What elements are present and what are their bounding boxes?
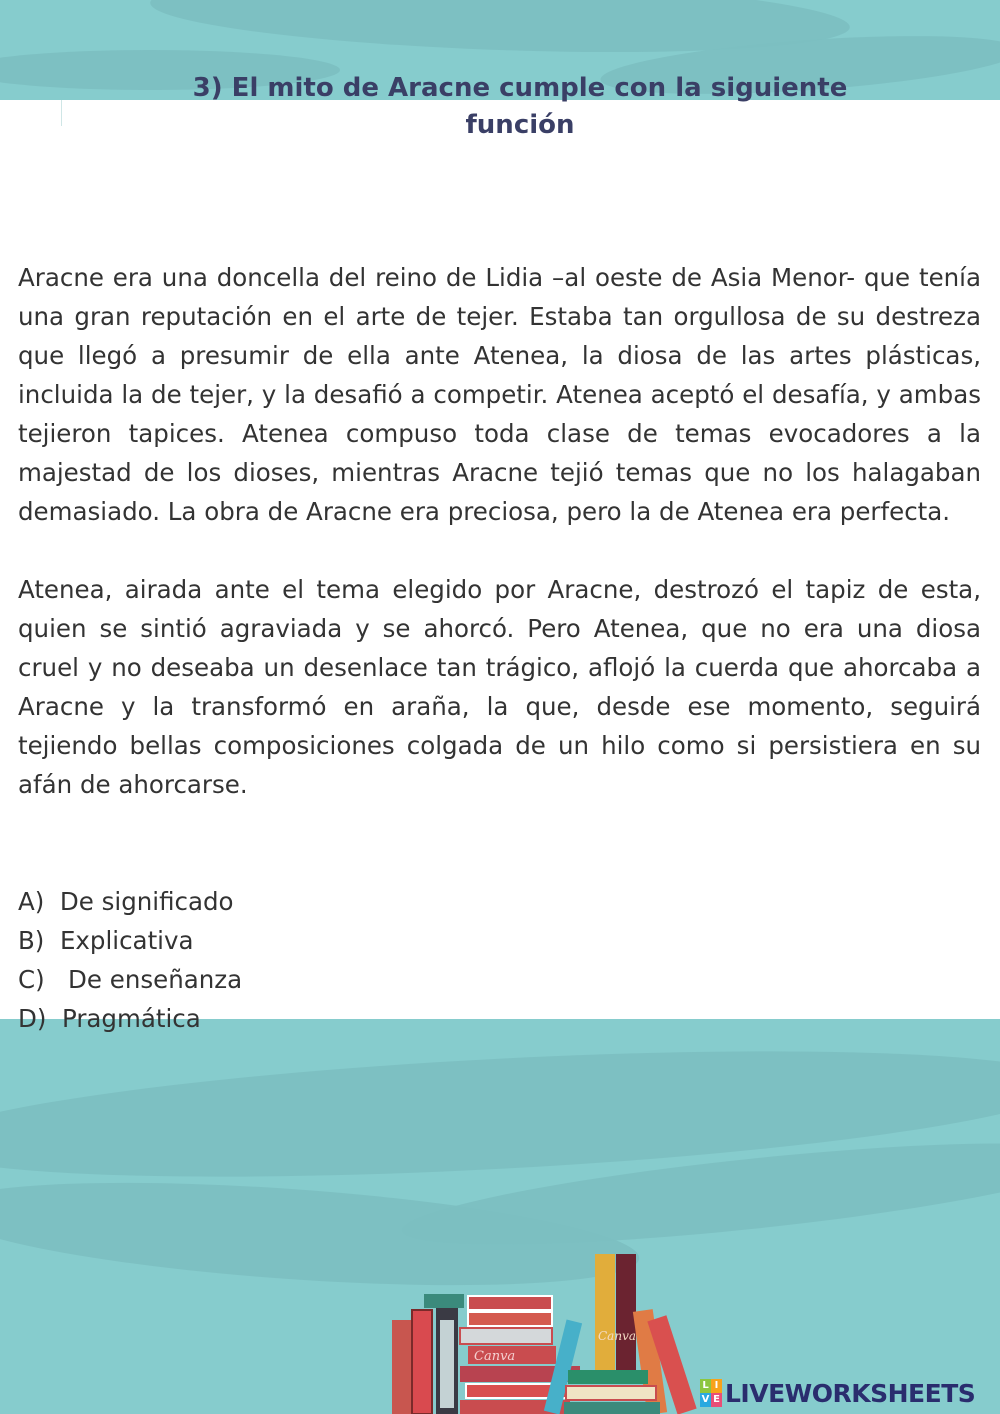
story-paragraph-2: Atenea, airada ante el tema elegido por Aracne, destrozó el tapiz de esta, quien se sintió agraviada y se ahorcó. Pero Atenea, que no era una diosa cruel y no deseaba un desenlace tan trágico, aflojó la cuerda que ahorcaba a Aracne y la transformó en araña, la que, desde ese momento, seguirá tejiendo bellas composiciones colgada de un hilo como si persistiera en su afán de ahorcarse. (18, 575, 981, 799)
answer-options (18, 882, 242, 1038)
option-c[interactable]: C) De enseñanza (18, 965, 243, 994)
book (568, 1370, 648, 1384)
book-label: Canva (474, 1349, 516, 1364)
logo-letter: E (711, 1393, 722, 1407)
book-label: Canva (598, 1329, 636, 1343)
book (564, 1402, 660, 1414)
book-spine (412, 1310, 432, 1414)
books-stack-illustration (390, 1250, 710, 1414)
story-paragraph-1: Aracne era una doncella del reino de Lidia –al oeste de Asia Menor- que tenía una gran reputación en el arte de tejer. Estaba tan orgullosa de su destreza que llegó a presumir de ella ante Atenea, la diosa de las artes plásticas, incluida la de tejer, y la desafió a competir. Atenea aceptó el desafía, y ambas tejieron tapices. Atenea compuso toda clase de temas evocadores a la majestad de los dioses, mientras Aracne tejió temas que no los halagaban demasiado. La obra de Aracne era preciosa, pero la de Atenea era perfecta. (18, 263, 981, 526)
story-text (18, 258, 981, 804)
question-title (0, 70, 1000, 144)
logo-text: LIVEWORKSHEETS (725, 1378, 976, 1408)
book-spine (595, 1254, 615, 1372)
logo-letter: L (700, 1379, 711, 1393)
title-line-1: 3) El mito de Aracne cumple con la siguiente (192, 73, 848, 103)
title-line-2: función (465, 110, 575, 140)
book (468, 1312, 552, 1326)
book-spine (440, 1320, 454, 1408)
book (566, 1386, 656, 1400)
book (424, 1294, 464, 1308)
logo-icon (700, 1379, 722, 1407)
option-a[interactable]: A) De significado (18, 887, 234, 916)
logo-letter: I (711, 1379, 722, 1393)
book-spine (392, 1320, 412, 1414)
book-stack-right (544, 1254, 697, 1414)
option-b[interactable]: B) Explicativa (18, 926, 194, 955)
option-d[interactable]: D) Pragmática (18, 1004, 201, 1033)
book (468, 1296, 552, 1310)
liveworksheets-logo[interactable] (700, 1376, 975, 1410)
book (460, 1328, 552, 1344)
logo-letter: V (701, 1394, 710, 1405)
book-stack-left (392, 1308, 458, 1414)
